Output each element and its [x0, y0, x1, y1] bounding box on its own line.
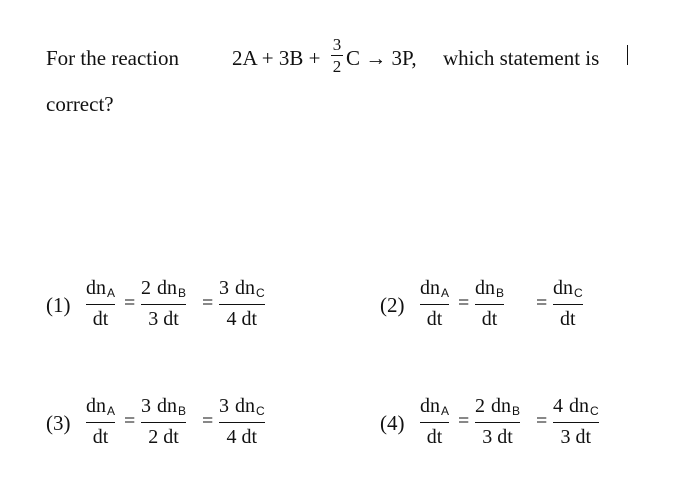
species-subscript: B: [178, 404, 187, 418]
fraction-numerator: [475, 278, 504, 302]
reaction-right: C → 3P,: [346, 46, 417, 70]
differential-dn: dn: [420, 277, 440, 299]
fraction-bar: [331, 55, 343, 56]
fraction-denominator: dt: [92, 426, 109, 448]
fraction-bar: [141, 422, 186, 423]
question-line-2: correct?: [46, 92, 114, 116]
fraction-numerator: [86, 278, 115, 302]
question-prefix: For the reaction: [46, 46, 179, 70]
question-suffix: which statement is: [443, 46, 600, 70]
equals-sign: =: [202, 410, 214, 432]
differential-dn: dn: [569, 395, 589, 417]
rate-fraction-b: [475, 396, 520, 451]
coefficient-denominator: 2: [332, 57, 342, 76]
equals-sign: =: [458, 410, 470, 432]
species-subscript: A: [441, 286, 450, 300]
option-3[interactable]: [46, 396, 306, 456]
fraction-denominator: 3 dt: [482, 426, 513, 448]
fraction-denominator: 4 dt: [226, 426, 258, 448]
coefficient: 2: [475, 395, 485, 417]
coefficient: 2: [141, 277, 151, 299]
coefficient: 4: [553, 395, 563, 417]
equals-sign: =: [458, 292, 470, 314]
rate-fraction-a: [420, 278, 449, 333]
fraction-denominator: dt: [481, 308, 498, 330]
reaction-left: 2A + 3B +: [232, 46, 321, 70]
option-number: (3): [46, 411, 71, 435]
fraction-denominator: dt: [426, 426, 443, 448]
fraction-denominator: dt: [560, 308, 576, 330]
option-4[interactable]: [380, 396, 640, 456]
option-2[interactable]: [380, 278, 640, 338]
fraction-numerator: [141, 396, 186, 420]
rate-fraction-a: [86, 278, 115, 333]
differential-dn: dn: [553, 277, 573, 299]
fraction-numerator: [475, 396, 520, 420]
rate-fraction-c: [553, 396, 599, 451]
option-number: (4): [380, 411, 405, 435]
fraction-bar: [420, 304, 449, 305]
differential-dn: dn: [475, 277, 495, 299]
text-cursor: [627, 45, 628, 65]
rate-fraction-c: [219, 278, 265, 333]
fraction-bar: [219, 422, 265, 423]
fraction-denominator: 4 dt: [226, 308, 258, 330]
species-subscript: C: [256, 286, 265, 300]
rate-fraction-b: [141, 278, 186, 333]
differential-dn: dn: [235, 395, 255, 417]
fraction-denominator: dt: [426, 308, 443, 330]
equals-sign: =: [124, 292, 136, 314]
differential-dn: dn: [86, 395, 106, 417]
fraction-numerator: [553, 278, 583, 302]
coefficient: 3: [141, 395, 151, 417]
rate-fraction-c: [219, 396, 265, 451]
rate-fraction-b: [141, 396, 186, 451]
species-subscript: B: [512, 404, 521, 418]
differential-dn: dn: [86, 277, 106, 299]
fraction-bar: [86, 422, 115, 423]
reaction-coefficient-fraction: [331, 36, 343, 75]
fraction-bar: [86, 304, 115, 305]
coefficient: 3: [219, 395, 229, 417]
species-subscript: A: [441, 404, 450, 418]
equals-sign: =: [202, 292, 214, 314]
fraction-bar: [553, 422, 599, 423]
fraction-numerator: [420, 396, 449, 420]
option-1[interactable]: [46, 278, 306, 338]
species-subscript: B: [496, 286, 505, 300]
fraction-numerator: [219, 278, 265, 302]
species-subscript: C: [590, 404, 599, 418]
question-line: [46, 36, 646, 86]
rate-fraction-c: [553, 278, 583, 333]
rate-fraction-b: [475, 278, 504, 333]
species-subscript: B: [178, 286, 187, 300]
fraction-bar: [420, 422, 449, 423]
fraction-numerator: [553, 396, 599, 420]
coefficient: 3: [219, 277, 229, 299]
fraction-denominator: 3 dt: [148, 308, 179, 330]
equals-sign: =: [536, 410, 548, 432]
rate-fraction-a: [86, 396, 115, 451]
fraction-numerator: [219, 396, 265, 420]
species-subscript: A: [107, 404, 116, 418]
fraction-bar: [475, 304, 504, 305]
fraction-bar: [141, 304, 186, 305]
fraction-bar: [475, 422, 520, 423]
coefficient-numerator: 3: [332, 35, 342, 54]
species-subscript: C: [574, 286, 583, 300]
fraction-numerator: [86, 396, 115, 420]
rate-fraction-a: [420, 396, 449, 451]
option-number: (2): [380, 293, 405, 317]
fraction-denominator: dt: [92, 308, 109, 330]
differential-dn: dn: [491, 395, 511, 417]
differential-dn: dn: [235, 277, 255, 299]
species-subscript: A: [107, 286, 116, 300]
option-number: (1): [46, 293, 71, 317]
fraction-denominator: 2 dt: [148, 426, 179, 448]
fraction-bar: [553, 304, 583, 305]
equals-sign: =: [536, 292, 548, 314]
equals-sign: =: [124, 410, 136, 432]
fraction-bar: [219, 304, 265, 305]
fraction-numerator: [141, 278, 186, 302]
differential-dn: dn: [157, 395, 177, 417]
differential-dn: dn: [157, 277, 177, 299]
fraction-denominator: 3 dt: [560, 426, 592, 448]
fraction-numerator: [420, 278, 449, 302]
differential-dn: dn: [420, 395, 440, 417]
species-subscript: C: [256, 404, 265, 418]
